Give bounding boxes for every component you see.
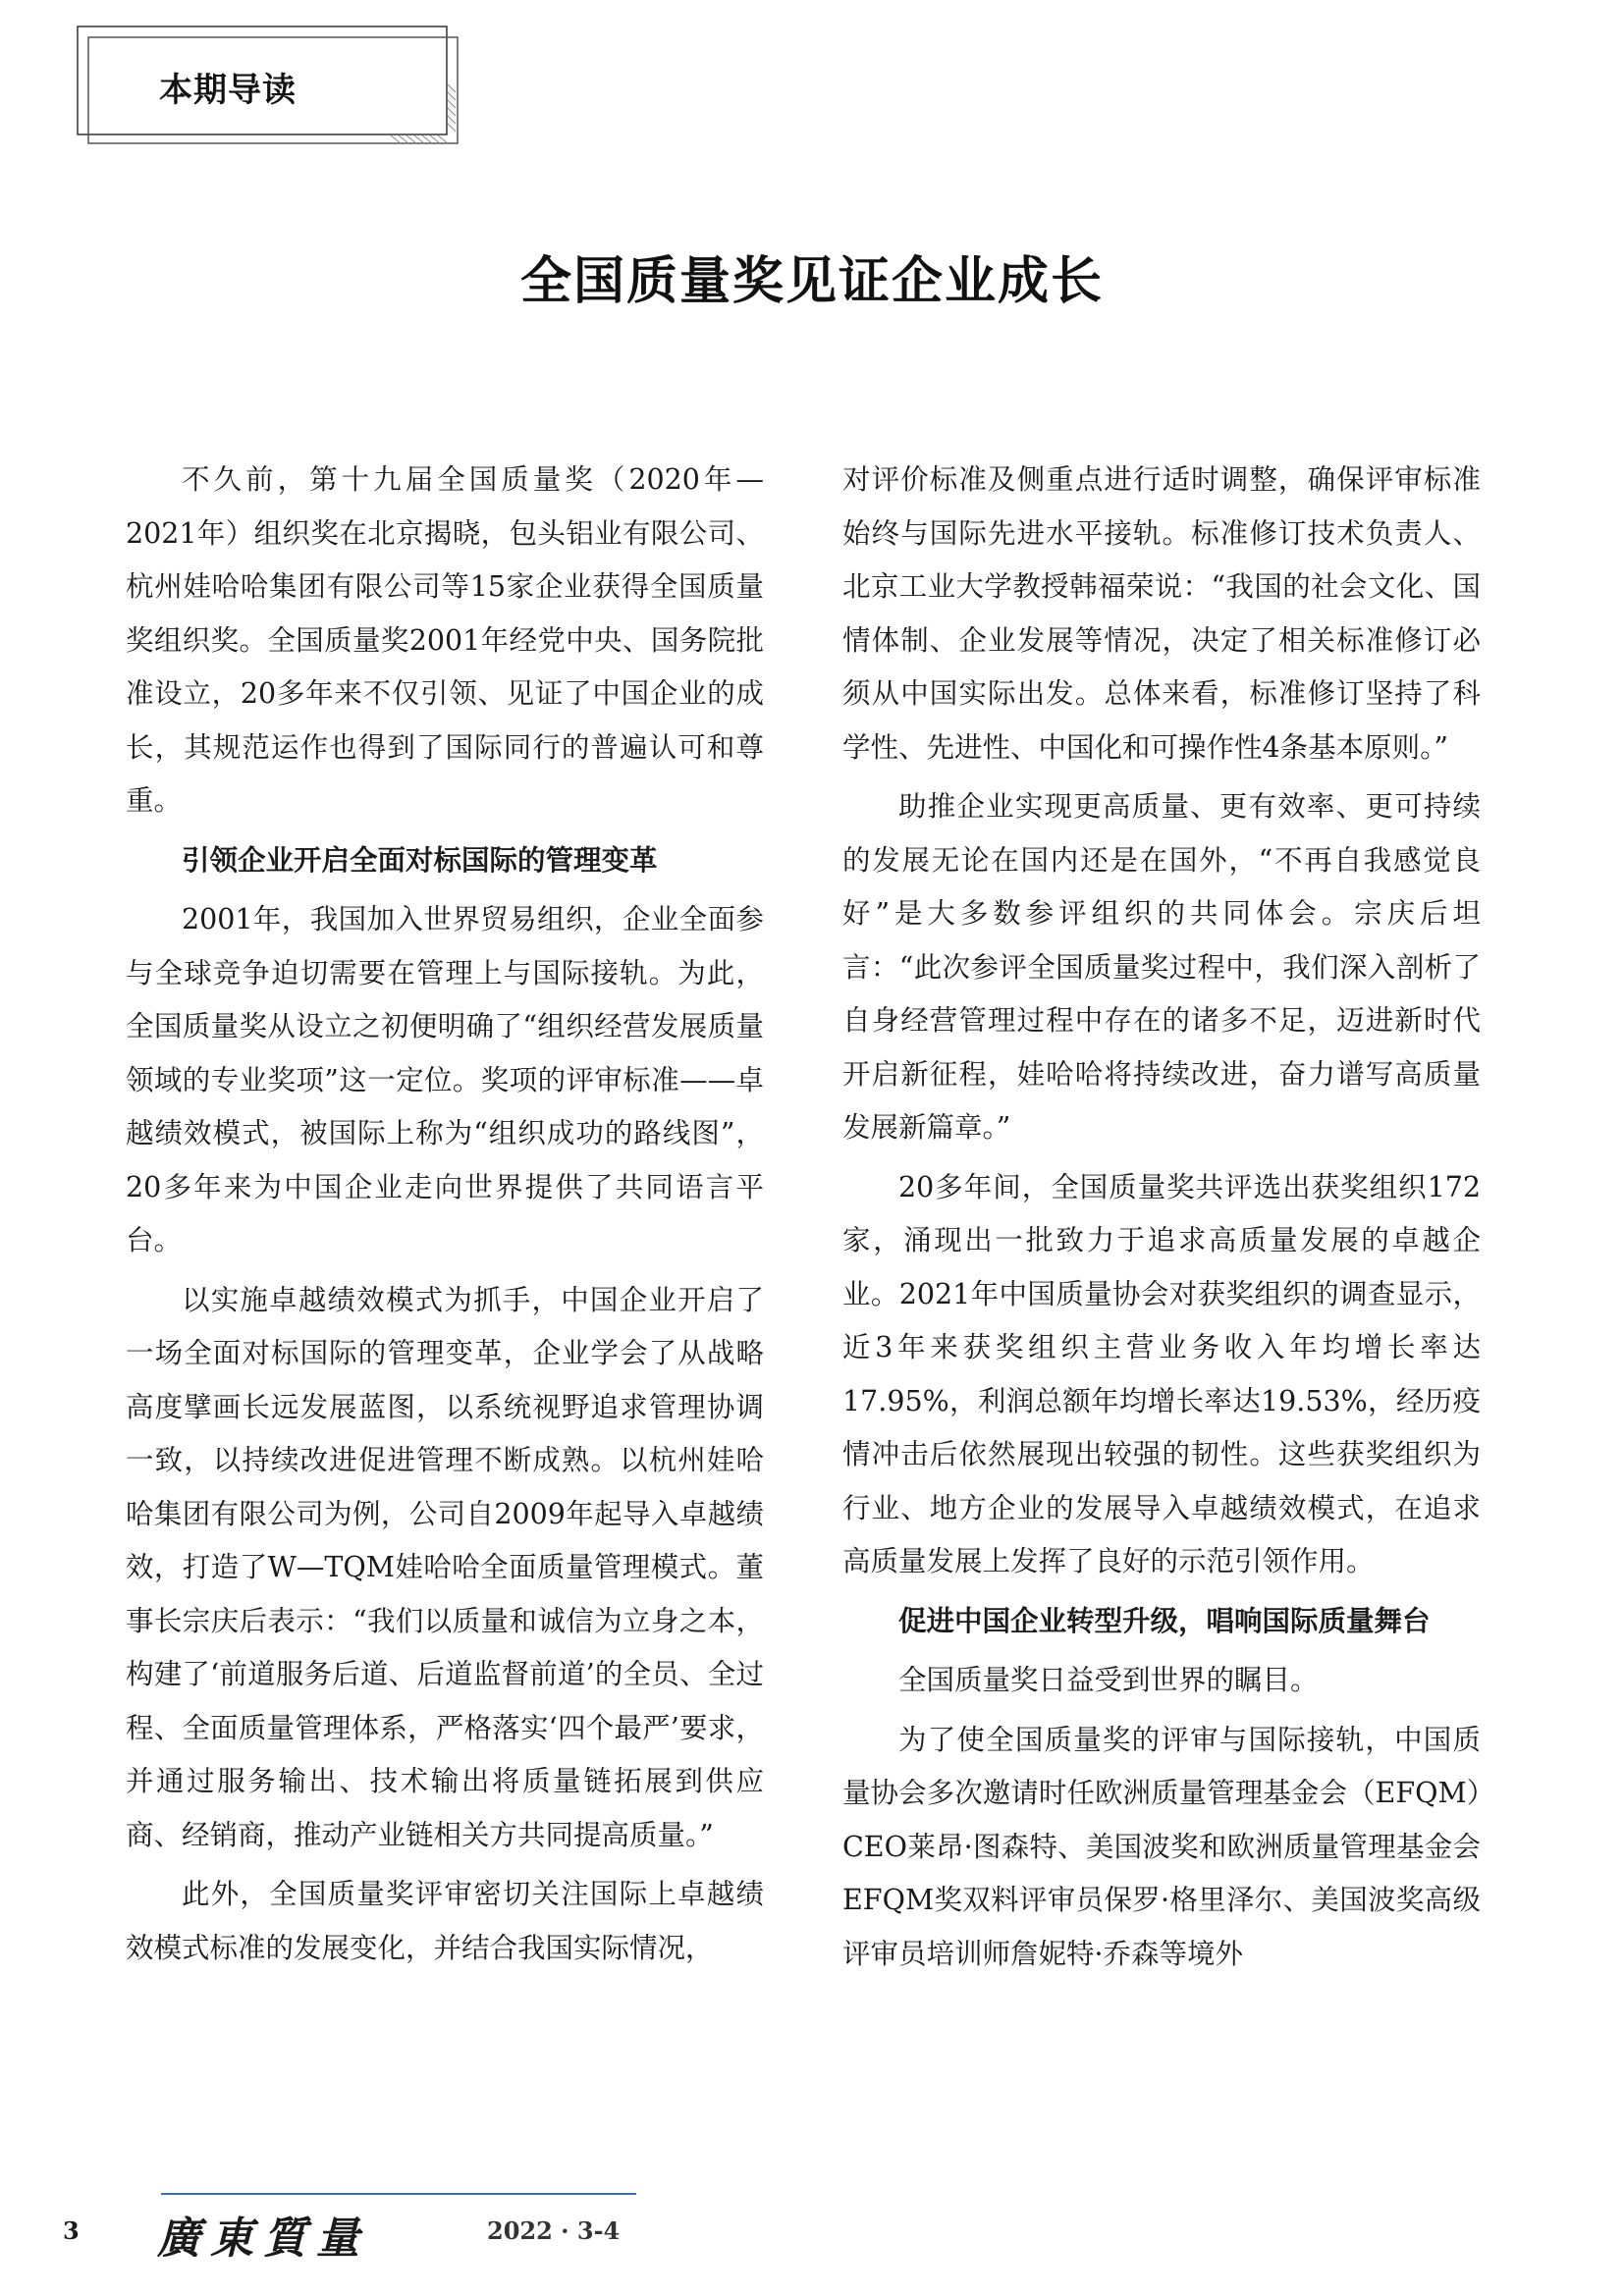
issue-date: 2022 · 3-4 [487, 2216, 621, 2245]
paragraph: 为了使全国质量奖的评审与国际接轨，中国质量协会多次邀请时任欧洲质量管理基金会（EFQM）CEO莱昂·图森特、美国波奖和欧洲质量管理基金会EFQM奖双料评审员保罗·格里泽尔、美国波奖高级评审员培训师詹妮特·乔森等境外 [842, 1723, 1481, 1970]
section-header [77, 26, 460, 145]
article-title: 全国质量奖见证企业成长 [519, 252, 1104, 311]
footer-divider [161, 2193, 636, 2195]
section-label: 本期导读 [159, 71, 297, 110]
paragraph: 对评价标准及侧重点进行适时调整，确保评审标准始终与国际先进水平接轨。标准修订技术负责人、北京工业大学教授韩福荣说：“我国的社会文化、国情体制、企业发展等情况，决定了相关标准修订必须从中国实际出发。总体来看，标准修订坚持了科学性、先进性、中国化和可操作性4条基本原则。” [842, 463, 1481, 764]
paragraph: 以实施卓越绩效模式为抓手，中国企业开启了一场全面对标国际的管理变革，企业学会了从战略高度擘画长远发展蓝图，以系统视野追求管理协调一致，以持续改进促进管理不断成熟。以杭州娃哈哈集团有限公司为例，公司自2009年起导入卓越绩效，打造了W—TQM娃哈哈全面质量管理模式。董事长宗庆后表示：“我们以质量和诚信为立身之本，构建了‘前道服务后道、后道监督前道’的全员、全过程、全面质量管理体系，严格落实‘四个最严’要求，并通过服务输出、技术输出将质量链拓展到供应商、经销商，推动产业链相关方共同提高质量。” [126, 1283, 764, 1851]
page-number: 3 [63, 2216, 80, 2245]
paragraph: 不久前，第十九届全国质量奖（2020年—2021年）组织奖在北京揭晓，包头铝业有限公司、杭州娃哈哈集团有限公司等15家企业获得全国质量奖组织奖。全国质量奖2001年经党中央、国务院批准设立，20多年来不仅引领、见证了中国企业的成长，其规范运作也得到了国际同行的普遍认可和尊重。 [126, 463, 764, 817]
paragraph: 助推企业实现更高质量、更有效率、更可持续的发展无论在国内还是在国外，“不再自我感觉良好”是大多数参评组织的共同体会。宗庆后坦言：“此次参评全国质量奖过程中，我们深入剖析了自身经营管理过程中存在的诸多不足，迈进新时代开启新征程，娃哈哈将持续改进，奋力谱写高质量发展新篇章。” [842, 790, 1481, 1144]
paragraph: 全国质量奖日益受到世界的瞩目。 [898, 1664, 1319, 1696]
paragraph: 2001年，我国加入世界贸易组织，企业全面参与全球竞争迫切需要在管理上与国际接轨。为此，全国质量奖从设立之初便明确了“组织经营发展质量领域的专业奖项”这一定位。奖项的评审标准——卓越绩效模式，被国际上称为“组织成功的路线图”，20多年来为中国企业走向世界提供了共同语言平台。 [126, 903, 764, 1256]
article-column-left [126, 454, 764, 1981]
article-column-right [842, 454, 1481, 1987]
paragraph: 此外，全国质量奖评审密切关注国际上卓越绩效模式标准的发展变化，并结合我国实际情况， [126, 1878, 764, 1964]
paragraph: 20多年间，全国质量奖共评选出获奖组织172家，涌现出一批致力于追求高质量发展的卓越企业。2021年中国质量协会对获奖组织的调查显示，近3年来获奖组织主营业务收入年均增长率达17.95%，利润总额年均增长率达19.53%，经历疫情冲击后依然展现出较强的韧性。这些获奖组织为行业、地方企业的发展导入卓越绩效模式，在追求高质量发展上发挥了良好的示范引领作用。 [842, 1170, 1481, 1577]
section-heading: 引领企业开启全面对标国际的管理变革 [182, 843, 658, 877]
section-heading: 促进中国企业转型升级，唱响国际质量舞台 [898, 1604, 1431, 1637]
magazine-masthead: 廣東質量 [157, 2214, 369, 2264]
